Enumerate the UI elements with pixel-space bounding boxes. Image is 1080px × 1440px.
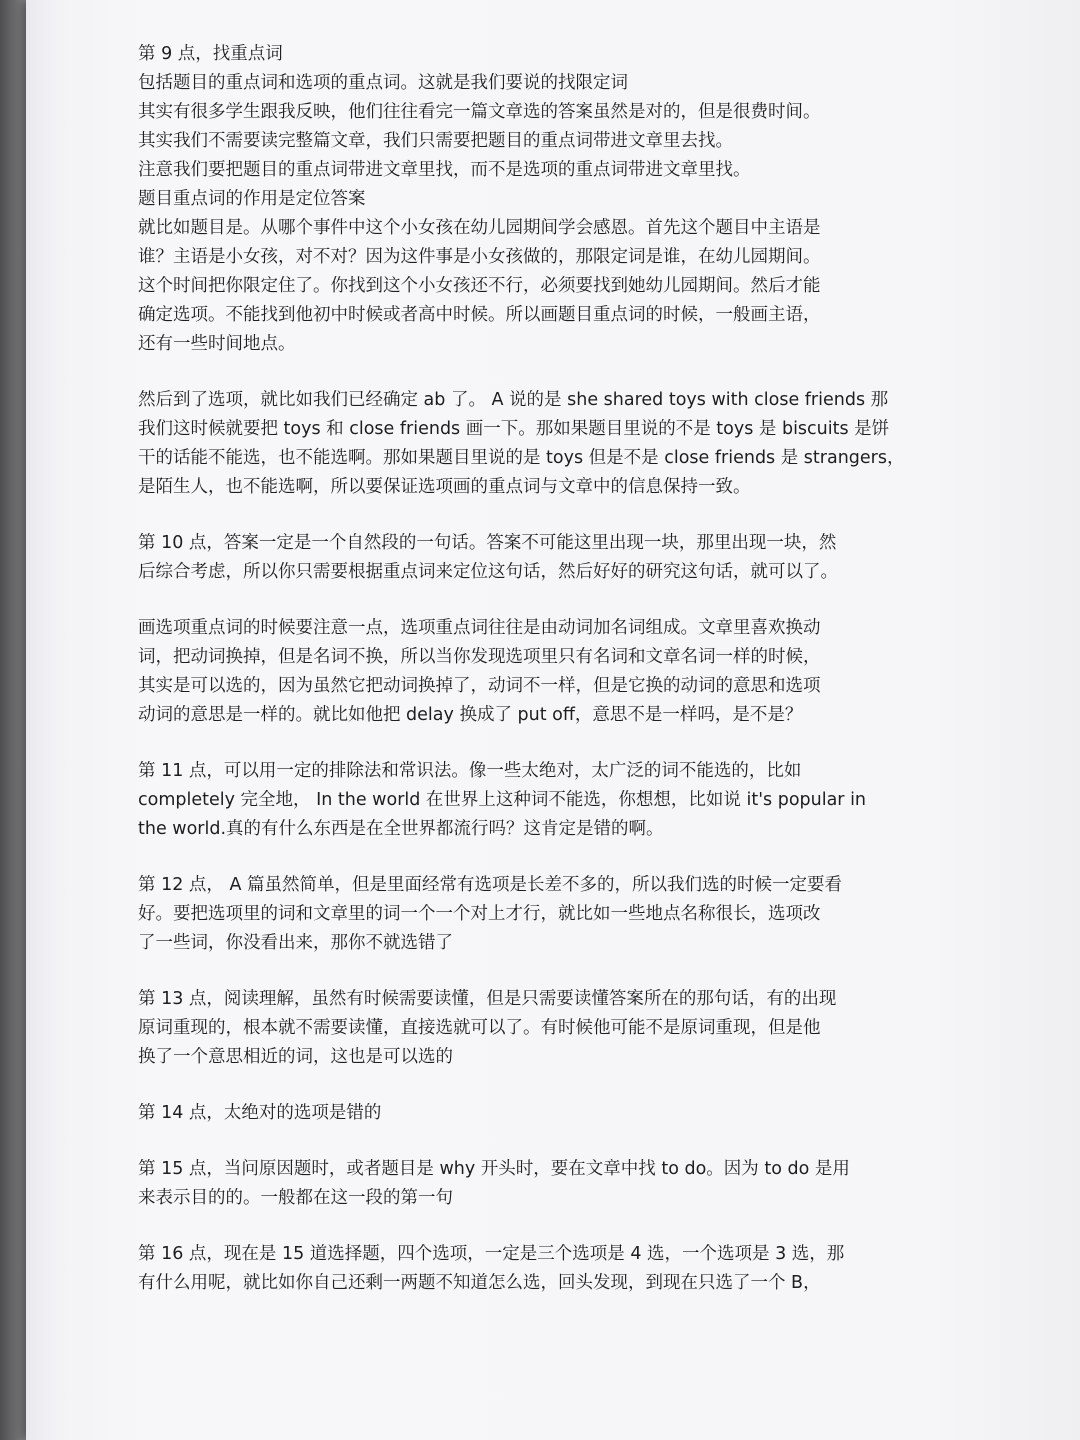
text-line: 题目重点词的作用是定位答案 <box>138 189 366 209</box>
paragraph-point-16 <box>138 1240 1058 1298</box>
document-page <box>26 0 1080 1440</box>
document-body <box>138 40 1058 1298</box>
text-line: 词，把动词换掉，但是名词不换，所以当你发现选项里只有名词和文章名词一样的时候， <box>138 647 821 667</box>
text-line: 第 14 点，太绝对的选项是错的 <box>138 1103 382 1123</box>
text-line: 画选项重点词的时候要注意一点，选项重点词往往是由动词加名词组成。文章里喜欢换动 <box>138 618 821 638</box>
text-line: 包括题目的重点词和选项的重点词。这就是我们要说的找限定词 <box>138 73 628 93</box>
paragraph-options-example <box>138 386 1058 502</box>
text-line: 来表示目的的。一般都在这一段的第一句 <box>138 1188 453 1208</box>
paragraph-gap <box>138 359 1058 386</box>
text-line: 然后到了选项，就比如我们已经确定 ab 了。 A 说的是 she shared toys with close friends 那 <box>138 390 889 410</box>
text-line: 注意我们要把题目的重点词带进文章里找，而不是选项的重点词带进文章里找。 <box>138 160 751 180</box>
text-line: 原词重现的，根本就不需要读懂，直接选就可以了。有时候他可能不是原词重现，但是他 <box>138 1018 821 1038</box>
text-line: 第 12 点， A 篇虽然简单，但是里面经常有选项是长差不多的，所以我们选的时候一定要看 <box>138 875 842 895</box>
text-line: 我们这时候就要把 toys 和 close friends 画一下。那如果题目里说的不是 toys 是 biscuits 是饼 <box>138 419 890 439</box>
text-line: 其实有很多学生跟我反映，他们往往看完一篇文章选的答案虽然是对的，但是很费时间。 <box>138 102 821 122</box>
paragraph-gap <box>138 958 1058 985</box>
text-line: 了一些词，你没看出来，那你不就选错了 <box>138 933 453 953</box>
page-binding-shadow <box>0 0 26 1440</box>
text-line: 还有一些时间地点。 <box>138 334 296 354</box>
text-line: 换了一个意思相近的词，这也是可以选的 <box>138 1047 453 1067</box>
text-line: 第 15 点，当问原因题时，或者题目是 why 开头时，要在文章中找 to do。因为 to do 是用 <box>138 1159 850 1179</box>
paragraph-point-9 <box>138 40 1058 359</box>
paragraph-verb-noun <box>138 614 1058 730</box>
text-line: 后综合考虑，所以你只需要根据重点词来定位这句话，然后好好的研究这句话，就可以了。 <box>138 562 838 582</box>
paragraph-point-12 <box>138 871 1058 958</box>
paragraph-gap <box>138 730 1058 757</box>
paragraph-gap <box>138 1128 1058 1155</box>
text-line: 有什么用呢，就比如你自己还剩一两题不知道怎么选，回头发现，到现在只选了一个 B， <box>138 1273 821 1293</box>
text-line: 第 13 点，阅读理解，虽然有时候需要读懂，但是只需要读懂答案所在的那句话，有的出现 <box>138 989 837 1009</box>
text-line: 谁？主语是小女孩，对不对？因为这件事是小女孩做的，那限定词是谁，在幼儿园期间。 <box>138 247 821 267</box>
text-line: completely 完全地， In the world 在世界上这种词不能选，你想想，比如说 it's popular in <box>138 790 867 810</box>
paragraph-point-15 <box>138 1155 1058 1213</box>
paragraph-gap <box>138 502 1058 529</box>
text-line: 动词的意思是一样的。就比如他把 delay 换成了 put off，意思不是一样吗，是不是？ <box>138 705 803 725</box>
paragraph-point-10 <box>138 529 1058 587</box>
text-line: 第 9 点，找重点词 <box>138 44 283 64</box>
text-line: 其实是可以选的，因为虽然它把动词换掉了，动词不一样，但是它换的动词的意思和选项 <box>138 676 821 696</box>
paragraph-gap <box>138 844 1058 871</box>
paragraph-gap <box>138 587 1058 614</box>
paragraph-point-14 <box>138 1099 1058 1128</box>
text-line: 好。要把选项里的词和文章里的词一个一个对上才行，就比如一些地点名称很长，选项改 <box>138 904 821 924</box>
text-line: 第 11 点，可以用一定的排除法和常识法。像一些太绝对，太广泛的词不能选的，比如 <box>138 761 802 781</box>
text-line: 干的话能不能选，也不能选啊。那如果题目里说的是 toys 但是不是 close friends 是 strangers， <box>138 448 905 468</box>
text-line: 就比如题目是。从哪个事件中这个小女孩在幼儿园期间学会感恩。首先这个题目中主语是 <box>138 218 821 238</box>
text-line: 确定选项。不能找到他初中时候或者高中时候。所以画题目重点词的时候，一般画主语， <box>138 305 821 325</box>
text-line: the world.真的有什么东西是在全世界都流行吗？这肯定是错的啊。 <box>138 819 664 839</box>
text-line: 第 10 点，答案一定是一个自然段的一句话。答案不可能这里出现一块，那里出现一块，然 <box>138 533 837 553</box>
text-line: 第 16 点，现在是 15 道选择题，四个选项，一定是三个选项是 4 选，一个选项是 3 选，那 <box>138 1244 845 1264</box>
text-line: 其实我们不需要读完整篇文章，我们只需要把题目的重点词带进文章里去找。 <box>138 131 733 151</box>
text-line: 是陌生人，也不能选啊，所以要保证选项画的重点词与文章中的信息保持一致。 <box>138 477 751 497</box>
paragraph-point-13 <box>138 985 1058 1072</box>
paragraph-point-11 <box>138 757 1058 844</box>
paragraph-gap <box>138 1213 1058 1240</box>
text-line: 这个时间把你限定住了。你找到这个小女孩还不行，必须要找到她幼儿园期间。然后才能 <box>138 276 821 296</box>
paragraph-gap <box>138 1072 1058 1099</box>
